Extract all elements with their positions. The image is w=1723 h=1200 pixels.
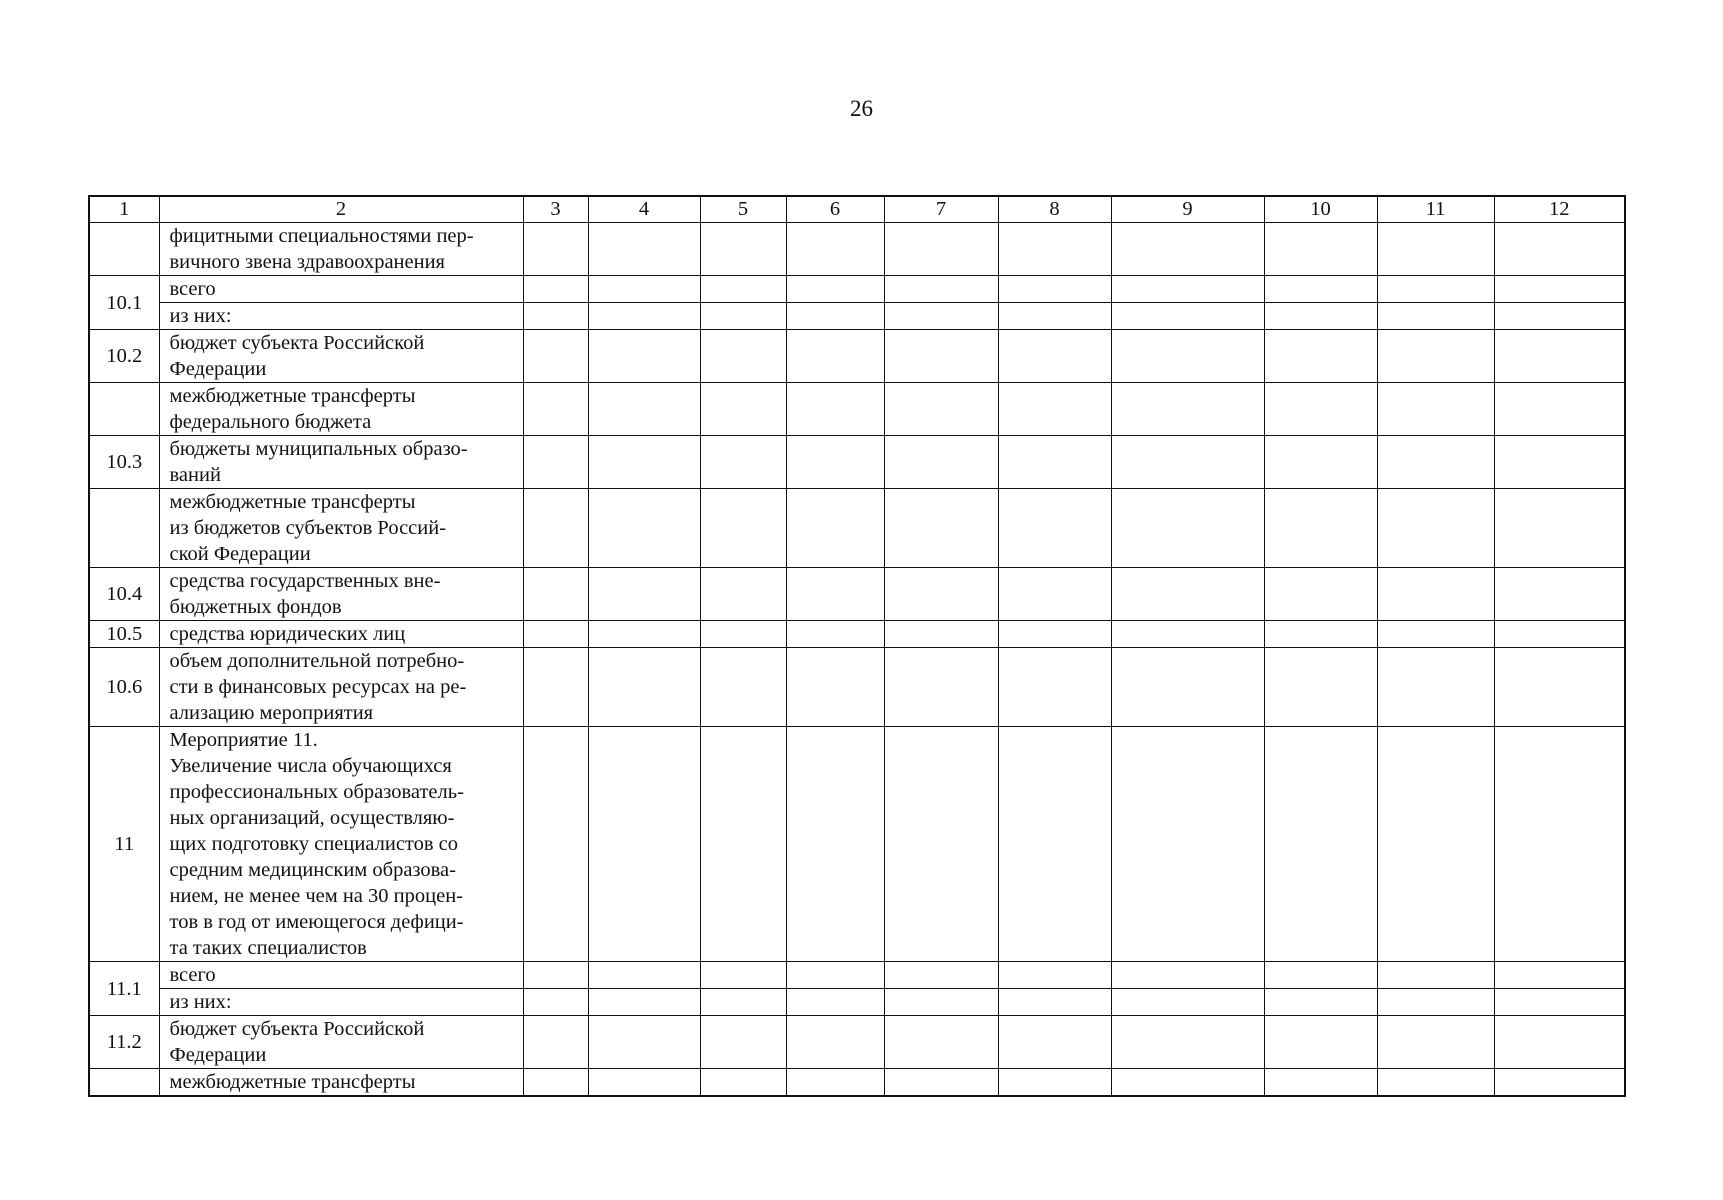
empty-cell [700,962,786,989]
empty-cell [1494,489,1625,568]
empty-cell [700,303,786,330]
row-description: всего [159,276,523,303]
empty-cell [588,1069,700,1097]
row-number: 10.6 [89,648,159,727]
empty-cell [786,303,884,330]
column-header: 3 [523,196,588,223]
row-description: средства юридических лиц [159,621,523,648]
empty-cell [786,1016,884,1069]
column-header: 4 [588,196,700,223]
empty-cell [1111,568,1264,621]
empty-cell [998,489,1111,568]
empty-cell [1264,330,1377,383]
row-number: 10.2 [89,330,159,383]
empty-cell [700,1016,786,1069]
empty-cell [588,436,700,489]
empty-cell [884,436,998,489]
empty-cell [1494,568,1625,621]
row-number [89,223,159,276]
row-description: межбюджетные трансферты федерального бюджета [159,383,523,436]
empty-cell [1494,727,1625,962]
row-description: бюджет субъекта Российской Федерации [159,330,523,383]
row-description: всего [159,962,523,989]
table-row [89,989,1625,1016]
empty-cell [884,621,998,648]
empty-cell [700,383,786,436]
column-header: 12 [1494,196,1625,223]
empty-cell [1264,962,1377,989]
empty-cell [523,276,588,303]
row-description: объем дополнительной потребно- сти в финансовых ресурсах на ре- ализацию мероприятия [159,648,523,727]
empty-cell [1111,303,1264,330]
empty-cell [786,383,884,436]
row-description: Мероприятие 11. Увеличение числа обучающихся профессиональных образователь- ных организаций, осуществляю- щих подготовку специалистов со средним медицинским образова- нием, не менее чем на 30 процен- тов в год от имеющегося дефици- та таких специалистов [159,727,523,962]
empty-cell [588,303,700,330]
empty-cell [1494,303,1625,330]
empty-cell [1377,1069,1494,1097]
empty-cell [1264,648,1377,727]
table-row [89,962,1625,989]
empty-cell [523,383,588,436]
empty-cell [1377,276,1494,303]
empty-cell [523,223,588,276]
empty-cell [998,1069,1111,1097]
empty-cell [998,727,1111,962]
empty-cell [884,489,998,568]
empty-cell [1494,962,1625,989]
empty-cell [588,962,700,989]
row-number [89,489,159,568]
empty-cell [1111,989,1264,1016]
row-number: 10.4 [89,568,159,621]
table-row [89,648,1625,727]
table-row [89,1016,1625,1069]
empty-cell [998,383,1111,436]
empty-cell [1494,1016,1625,1069]
empty-cell [523,1016,588,1069]
row-number: 11.1 [89,962,159,1016]
empty-cell [588,1016,700,1069]
empty-cell [588,223,700,276]
empty-cell [1264,303,1377,330]
empty-cell [1377,223,1494,276]
column-header: 10 [1264,196,1377,223]
empty-cell [523,648,588,727]
empty-cell [523,727,588,962]
empty-cell [786,648,884,727]
empty-cell [1111,489,1264,568]
table-row [89,621,1625,648]
table-row [89,276,1625,303]
empty-cell [588,489,700,568]
empty-cell [1111,330,1264,383]
empty-cell [700,436,786,489]
empty-cell [884,568,998,621]
column-header: 5 [700,196,786,223]
empty-cell [1111,276,1264,303]
empty-cell [1377,962,1494,989]
empty-cell [884,727,998,962]
row-description: межбюджетные трансферты из бюджетов субъектов Россий- ской Федерации [159,489,523,568]
row-number: 11.2 [89,1016,159,1069]
column-header: 7 [884,196,998,223]
row-number: 10.3 [89,436,159,489]
row-description: фицитными специальностями пер- вичного звена здравоохранения [159,223,523,276]
row-description: из них: [159,989,523,1016]
empty-cell [588,383,700,436]
row-number [89,1069,159,1097]
empty-cell [998,568,1111,621]
empty-cell [1494,1069,1625,1097]
empty-cell [998,989,1111,1016]
empty-cell [700,989,786,1016]
column-header: 9 [1111,196,1264,223]
empty-cell [1111,962,1264,989]
empty-cell [884,383,998,436]
empty-cell [523,489,588,568]
row-number: 11 [89,727,159,962]
row-number: 10.5 [89,621,159,648]
empty-cell [1377,989,1494,1016]
empty-cell [700,223,786,276]
empty-cell [588,727,700,962]
empty-cell [786,568,884,621]
empty-cell [523,621,588,648]
empty-cell [1264,727,1377,962]
empty-cell [1377,436,1494,489]
empty-cell [588,568,700,621]
empty-cell [786,330,884,383]
empty-cell [700,621,786,648]
empty-cell [1111,223,1264,276]
empty-cell [700,489,786,568]
empty-cell [588,989,700,1016]
column-header: 8 [998,196,1111,223]
row-description: из них: [159,303,523,330]
empty-cell [523,330,588,383]
empty-cell [1494,436,1625,489]
empty-cell [1377,330,1494,383]
empty-cell [998,303,1111,330]
column-header: 1 [89,196,159,223]
empty-cell [1264,276,1377,303]
empty-cell [1494,223,1625,276]
empty-cell [588,330,700,383]
empty-cell [523,1069,588,1097]
empty-cell [1494,330,1625,383]
empty-cell [700,276,786,303]
column-header: 11 [1377,196,1494,223]
empty-cell [588,276,700,303]
empty-cell [998,1016,1111,1069]
empty-cell [786,962,884,989]
empty-cell [700,330,786,383]
empty-cell [786,223,884,276]
empty-cell [884,223,998,276]
empty-cell [523,989,588,1016]
empty-cell [523,436,588,489]
empty-cell [786,989,884,1016]
empty-cell [1377,621,1494,648]
empty-cell [700,648,786,727]
empty-cell [1377,727,1494,962]
empty-cell [1111,727,1264,962]
empty-cell [1111,648,1264,727]
row-description: средства государственных вне- бюджетных фондов [159,568,523,621]
empty-cell [998,648,1111,727]
empty-cell [786,436,884,489]
empty-cell [523,303,588,330]
empty-cell [1264,621,1377,648]
empty-cell [1264,568,1377,621]
table-row [89,1069,1625,1097]
table-row [89,489,1625,568]
empty-cell [588,648,700,727]
row-number: 10.1 [89,276,159,330]
empty-cell [1264,383,1377,436]
column-header: 6 [786,196,884,223]
page-number: 26 [850,96,873,121]
table-header-row [89,196,1625,223]
empty-cell [1264,223,1377,276]
empty-cell [1264,989,1377,1016]
empty-cell [998,962,1111,989]
empty-cell [998,276,1111,303]
row-description: бюджет субъекта Российской Федерации [159,1016,523,1069]
empty-cell [884,648,998,727]
empty-cell [1377,1016,1494,1069]
financing-table [88,195,1626,1097]
empty-cell [1377,568,1494,621]
empty-cell [1111,1016,1264,1069]
empty-cell [588,621,700,648]
empty-cell [884,303,998,330]
empty-cell [884,1069,998,1097]
table-row [89,330,1625,383]
table-row [89,568,1625,621]
empty-cell [998,223,1111,276]
empty-cell [1111,436,1264,489]
empty-cell [700,727,786,962]
empty-cell [1111,621,1264,648]
empty-cell [998,330,1111,383]
table-row [89,303,1625,330]
table-row [89,727,1625,962]
empty-cell [786,621,884,648]
empty-cell [1377,489,1494,568]
empty-cell [998,436,1111,489]
empty-cell [998,621,1111,648]
empty-cell [884,989,998,1016]
empty-cell [1494,648,1625,727]
empty-cell [1377,648,1494,727]
empty-cell [884,330,998,383]
column-header: 2 [159,196,523,223]
empty-cell [1264,436,1377,489]
empty-cell [523,568,588,621]
empty-cell [700,568,786,621]
table-row [89,436,1625,489]
empty-cell [1377,383,1494,436]
empty-cell [1494,383,1625,436]
row-number [89,383,159,436]
empty-cell [1264,1016,1377,1069]
empty-cell [1494,989,1625,1016]
empty-cell [786,727,884,962]
empty-cell [1264,1069,1377,1097]
empty-cell [1111,383,1264,436]
table-row [89,223,1625,276]
empty-cell [786,489,884,568]
empty-cell [1111,1069,1264,1097]
empty-cell [1494,621,1625,648]
empty-cell [1264,489,1377,568]
empty-cell [786,276,884,303]
empty-cell [1377,303,1494,330]
empty-cell [523,962,588,989]
empty-cell [786,1069,884,1097]
empty-cell [700,1069,786,1097]
empty-cell [884,962,998,989]
row-description: бюджеты муниципальных образо- ваний [159,436,523,489]
empty-cell [884,1016,998,1069]
empty-cell [884,276,998,303]
empty-cell [1494,276,1625,303]
table-row [89,383,1625,436]
row-description: межбюджетные трансферты [159,1069,523,1097]
